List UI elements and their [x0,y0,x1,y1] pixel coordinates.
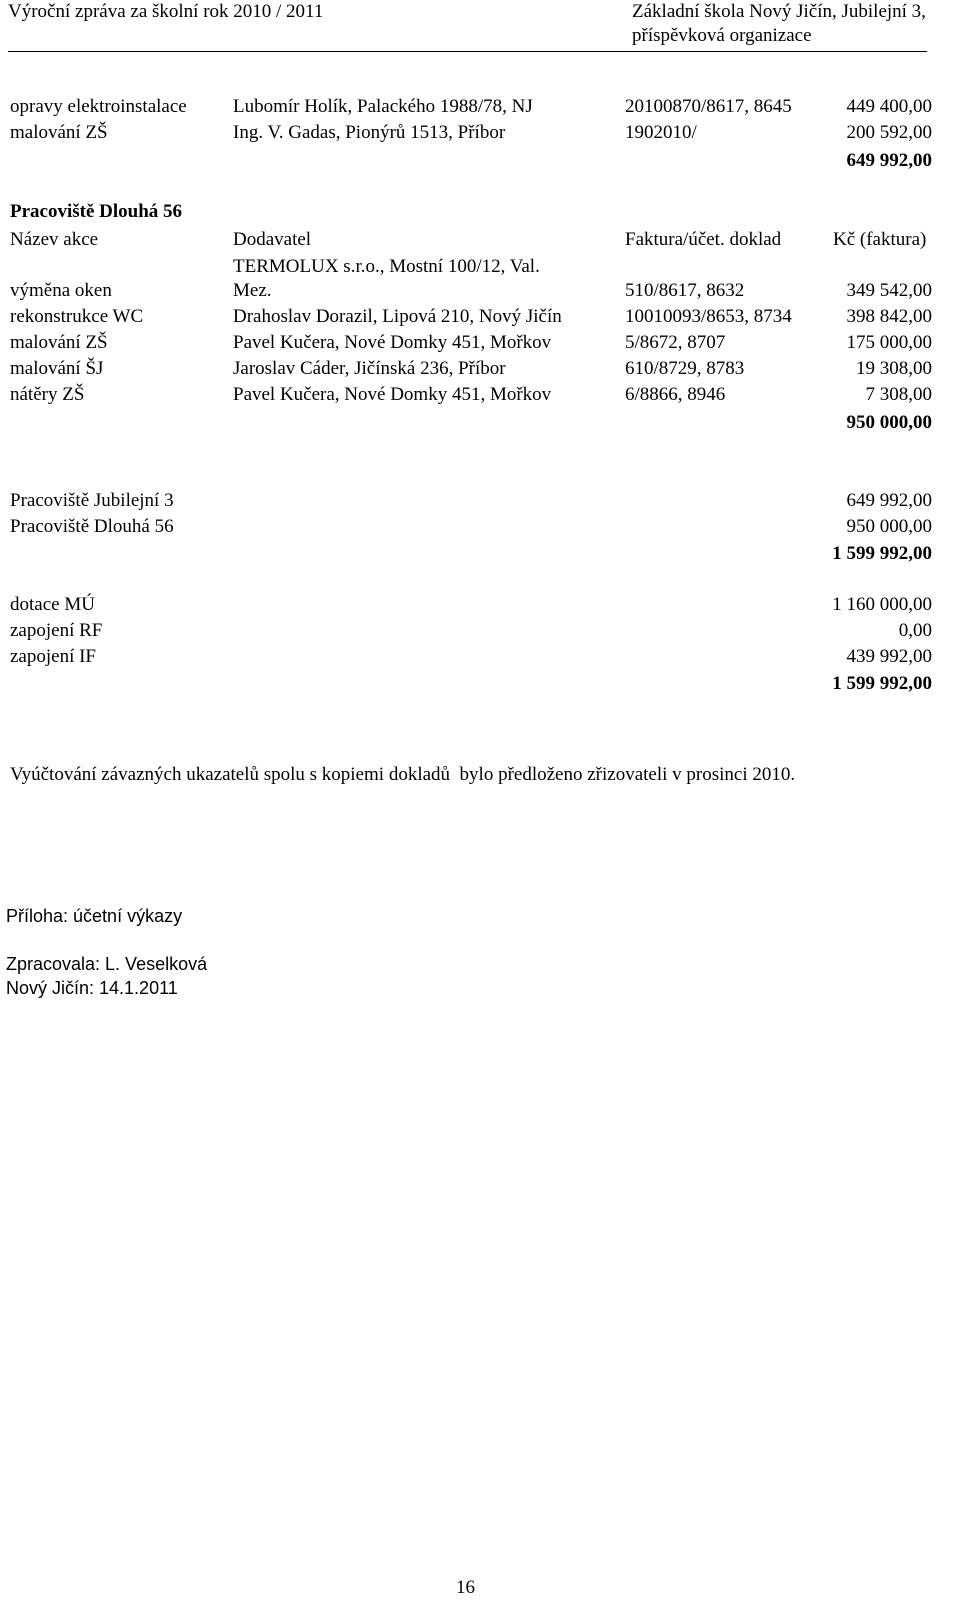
table-row-cell-castka: 398 842,00 [846,306,932,327]
table-row-cell-akce: rekonstrukce WC [10,306,144,327]
table-row-cell-castka: 19 308,00 [856,358,932,379]
header-right-line1: Základní škola Nový Jičín, Jubilejní 3, [632,1,926,22]
table-row-cell-dodavatel: Pavel Kučera, Nové Domky 451, Mořkov [233,384,552,405]
funding-label: zapojení RF [10,620,103,641]
table-row-cell-castka: 349 542,00 [846,280,932,301]
table-row-cell-doklad: 1902010/ [625,122,697,143]
table-row-cell-dodavatel-line2: Mez. [233,280,272,301]
header-rule [8,51,927,52]
table-row-cell-doklad: 5/8672, 8707 [625,332,726,353]
attachment-line: Příloha: účetní výkazy [6,906,183,926]
summary-label: Pracoviště Jubilejní 3 [10,490,174,511]
table-row-cell-dodavatel-line1: TERMOLUX s.r.o., Mostní 100/12, Val. [233,256,540,277]
table-row-cell-akce: nátěry ZŠ [10,384,85,405]
table-row-cell-dodavatel: Drahoslav Dorazil, Lipová 210, Nový Jičín [233,306,562,327]
section2-title: Pracoviště Dlouhá 56 [10,201,183,222]
summary-value: 649 992,00 [846,490,932,511]
summary-label: Pracoviště Dlouhá 56 [10,516,174,537]
table-row-cell-doklad: 10010093/8653, 8734 [625,306,792,327]
prepared-by: Zpracovala: L. Veselková [6,954,208,974]
funding-value: 0,00 [898,620,932,641]
funding-value: 1 160 000,00 [832,594,932,615]
table-row-cell-doklad: 610/8729, 8783 [625,358,745,379]
table-row-cell-akce: malování ZŠ [10,332,108,353]
summary-value: 950 000,00 [846,516,932,537]
page-number: 16 [456,1577,475,1598]
table-row-cell-akce: výměna oken [10,280,112,301]
table-row-cell-doklad: 510/8617, 8632 [625,280,745,301]
column-header-akce: Název akce [10,229,99,250]
section1-total: 649 992,00 [846,150,932,171]
table-row-cell-castka: 449 400,00 [846,96,932,117]
settlement-note: Vyúčtování závazných ukazatelů spolu s kopiemi dokladů bylo předloženo zřizovateli v prosinci 2010. [10,764,796,785]
section2-total: 950 000,00 [846,412,932,433]
column-header-castka: Kč (faktura) [833,229,927,250]
summary-total: 1 599 992,00 [832,543,932,564]
column-header-dodavatel: Dodavatel [233,229,312,250]
table-row-cell-dodavatel: Lubomír Holík, Palackého 1988/78, NJ [233,96,533,117]
table-row-cell-dodavatel: Pavel Kučera, Nové Domky 451, Mořkov [233,332,552,353]
place-date: Nový Jičín: 14.1.2011 [6,978,178,998]
table-row-cell-akce: malování ŠJ [10,358,104,379]
table-row-cell-castka: 175 000,00 [846,332,932,353]
table-row-cell-doklad: 6/8866, 8946 [625,384,726,405]
column-header-doklad: Faktura/účet. doklad [625,229,782,250]
table-row-cell-akce: malování ZŠ [10,122,108,143]
table-row-cell-dodavatel: Jaroslav Cáder, Jičínská 236, Příbor [233,358,506,379]
funding-label: dotace MÚ [10,594,95,615]
funding-value: 439 992,00 [846,646,932,667]
funding-total: 1 599 992,00 [832,673,932,694]
table-row-cell-castka: 200 592,00 [846,122,932,143]
header-left: Výroční zpráva za školní rok 2010 / 2011 [8,1,324,22]
table-row-cell-akce: opravy elektroinstalace [10,96,187,117]
funding-label: zapojení IF [10,646,97,667]
table-row-cell-castka: 7 308,00 [865,384,932,405]
table-row-cell-dodavatel: Ing. V. Gadas, Pionýrů 1513, Příbor [233,122,506,143]
header-right-line2: příspěvková organizace [632,25,812,46]
table-row-cell-doklad: 20100870/8617, 8645 [625,96,792,117]
